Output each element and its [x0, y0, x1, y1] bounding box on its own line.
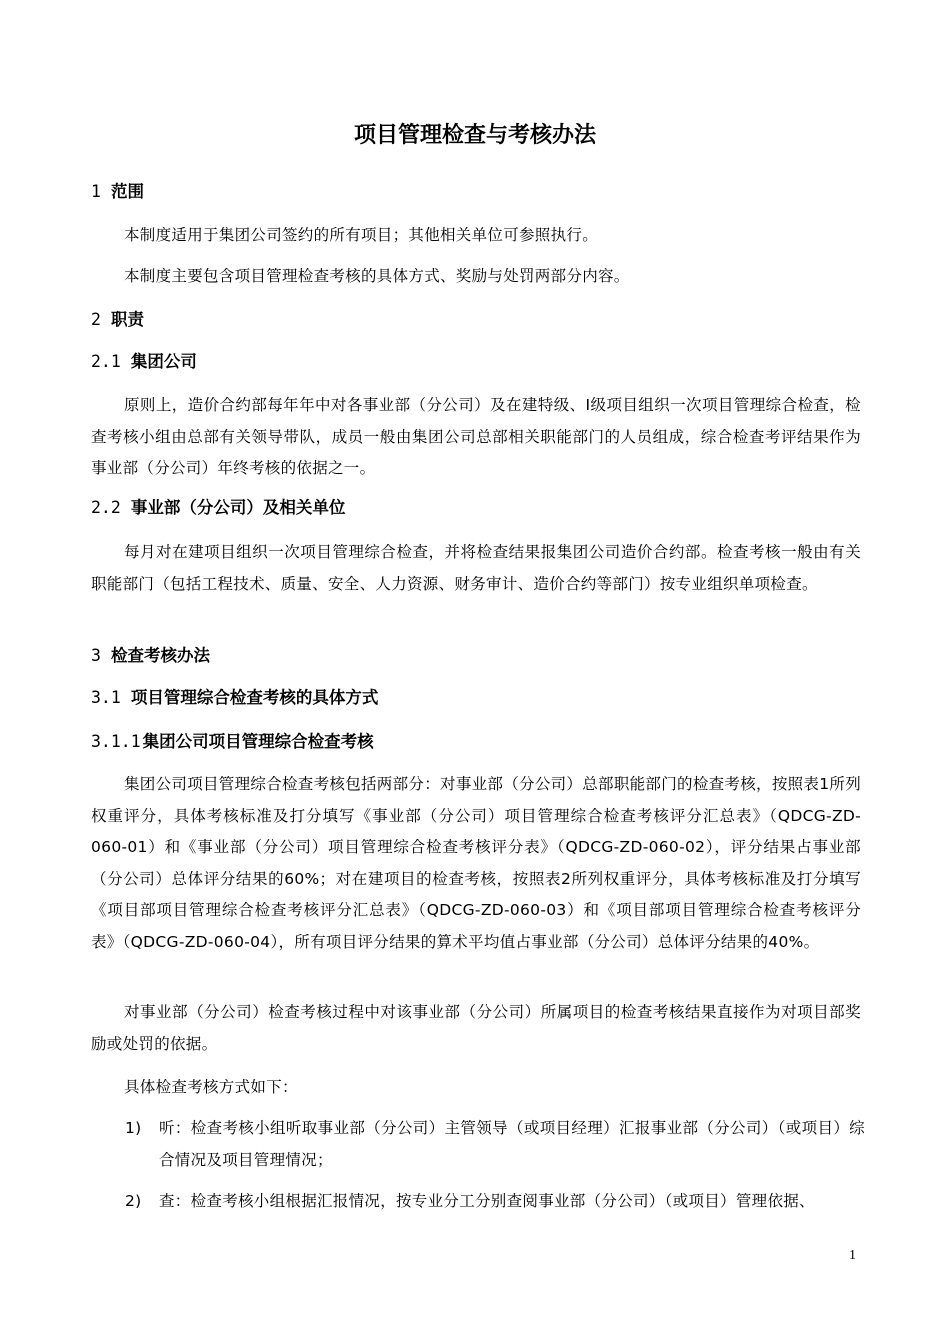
section-number: 1 — [91, 182, 101, 201]
paragraph: 本制度适用于集团公司签约的所有项目；其他相关单位可参照执行。 — [124, 226, 599, 244]
list-item-text: 查：检查考核小组根据汇报情况，按专业分工分别查阅事业部（分公司）（或项目）管理依据、 — [159, 1192, 815, 1210]
section-title: 项目管理综合检查考核的具体方式 — [130, 688, 379, 707]
section-heading-3-1 — [91, 686, 378, 710]
section-title: 集团公司 — [130, 352, 197, 371]
section-heading-2-1 — [91, 350, 197, 374]
section-number: 3.1.1 — [91, 732, 141, 751]
section-heading-3 — [91, 644, 210, 668]
paragraph: 本制度主要包含项目管理检查考核的具体方式、奖励与处罚两部分内容。 — [124, 267, 630, 285]
section-heading-3-1-1 — [91, 730, 374, 754]
list-item-text: 听：检查考核小组听取事业部（分公司）主管领导（或项目经理）汇报事业部（分公司）（或项目）综合情况及项目管理情况； — [159, 1119, 865, 1169]
section-heading-2 — [91, 308, 144, 332]
section-number: 3 — [91, 646, 101, 665]
section-number: 3.1 — [91, 688, 121, 707]
page-number: 1 — [849, 1248, 856, 1263]
paragraph: 原则上，造价合约部每年年中对各事业部（分公司）及在建特级、Ⅰ级项目组织一次项目管理综合检查，检查考核小组由总部有关领导带队，成员一般由集团公司总部相关职能部门的人员组成，综合检查考评结果作为事业部（分公司）年终考核的依据之一。 — [91, 396, 861, 477]
section-heading-1 — [91, 180, 144, 204]
section-title: 范围 — [110, 182, 144, 201]
paragraph: 每月对在建项目组织一次项目管理综合检查，并将检查结果报集团公司造价合约部。检查考核一般由有关职能部门（包括工程技术、质量、安全、人力资源、财务审计、造价合约等部门）按专业组织单项检查。 — [91, 543, 861, 593]
list-item — [91, 1186, 865, 1218]
paragraph: 对事业部（分公司）检查考核过程中对该事业部（分公司）所属项目的检查考核结果直接作为对项目部奖励或处罚的依据。 — [91, 1003, 861, 1053]
section-heading-2-2 — [91, 496, 345, 520]
list-marker: 1) — [125, 1119, 142, 1137]
section-title: 职责 — [110, 310, 144, 329]
section-title: 检查考核办法 — [110, 646, 210, 665]
section-title: 事业部（分公司）及相关单位 — [130, 498, 346, 517]
list-item — [91, 1113, 865, 1176]
section-number: 2.1 — [91, 352, 121, 371]
section-number: 2.2 — [91, 498, 121, 517]
document-title: 项目管理检查与考核办法 — [353, 123, 596, 148]
section-number: 2 — [91, 310, 101, 329]
section-title: 集团公司项目管理综合检查考核 — [142, 732, 374, 751]
list-marker: 2) — [125, 1192, 142, 1210]
paragraph: 集团公司项目管理综合检查考核包括两部分：对事业部（分公司）总部职能部门的检查考核，按照表1所列权重评分，具体考核标准及打分填写《事业部（分公司）项目管理综合检查考核评分汇总表》（QDCG-ZD-060-01）和《事业部（分公司）项目管理综合检查考核评分表》（QDCG-ZD-060-02），评分结果占事业部（分公司）总体评分结果的60%；对在建项目的检查考核，按照表2所列权重评分，具体考核标准及打分填写《项目部项目管理综合检查考核评分汇总表》（QDCG-ZD-060-03）和《项目部项目管理综合检查考核评分表》（QDCG-ZD-060-04），所有项目评分结果的算术平均值占事业部（分公司）总体评分结果的40%。 — [91, 775, 861, 951]
paragraph: 具体检查考核方式如下： — [124, 1078, 298, 1096]
